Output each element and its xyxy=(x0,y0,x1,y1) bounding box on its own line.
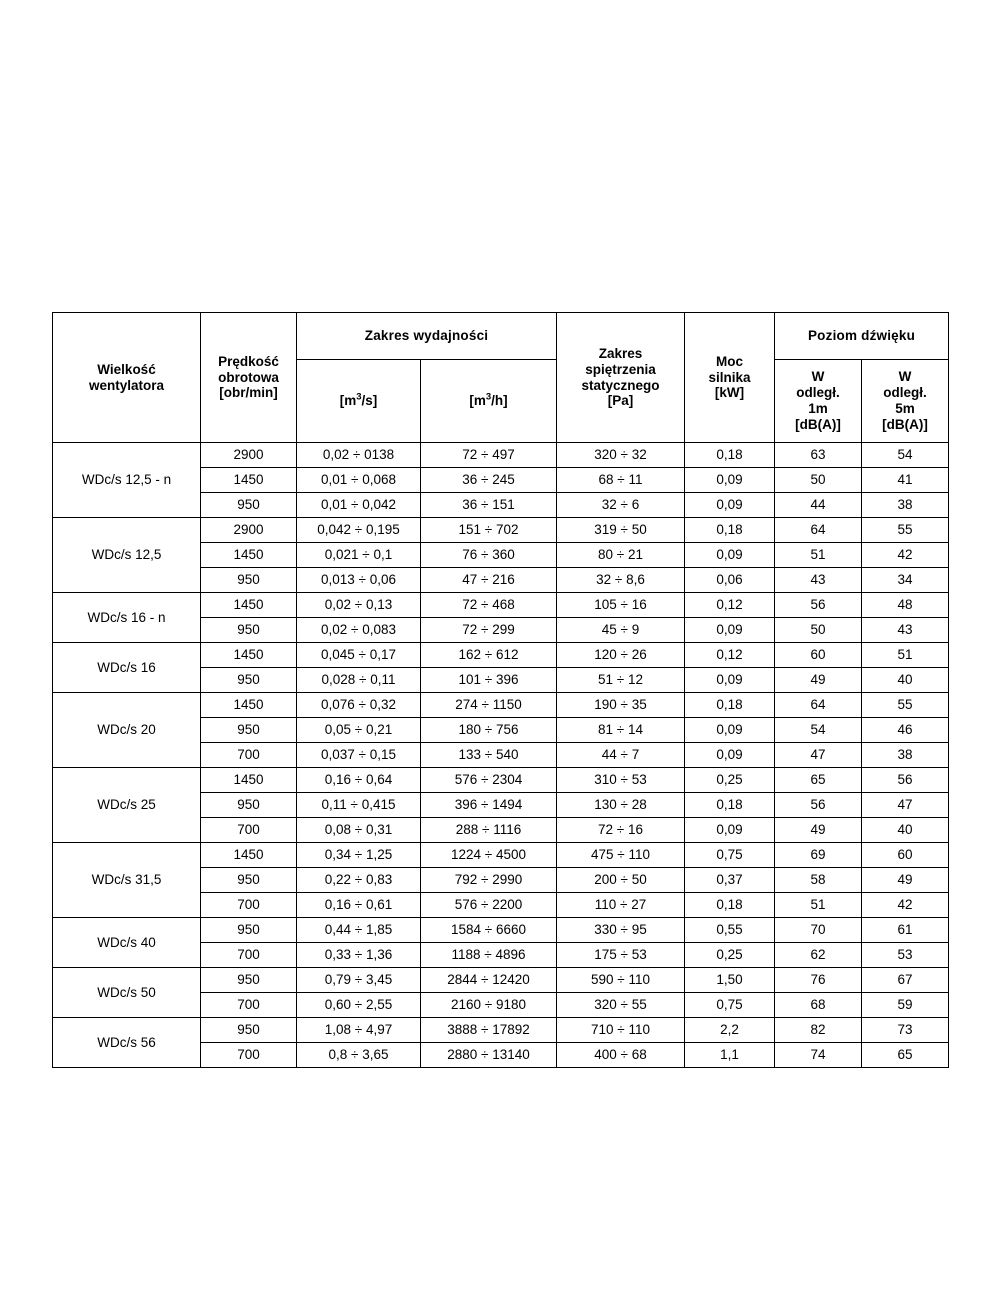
cell-sound-5m: 59 xyxy=(862,993,949,1018)
header-speed-line1: Prędkość xyxy=(218,353,279,369)
header-speed-line2: obrotowa xyxy=(218,369,279,385)
header-sound-group: Poziom dźwięku xyxy=(775,313,949,360)
header-model-line2: wentylatora xyxy=(88,377,165,393)
header-capacity-m3h-tail: /h] xyxy=(491,393,508,409)
cell-motor-power: 0,12 xyxy=(685,643,775,668)
cell-model: WDc/s 20 xyxy=(53,693,201,768)
cell-capacity-m3s: 0,22 ÷ 0,83 xyxy=(297,868,421,893)
header-motor-power xyxy=(685,313,775,443)
table-body xyxy=(53,443,949,1068)
table-row xyxy=(53,593,949,618)
header-model xyxy=(53,313,201,443)
cell-sound-5m: 55 xyxy=(862,518,949,543)
cell-static-pressure: 44 ÷ 7 xyxy=(557,743,685,768)
cell-capacity-m3h: 133 ÷ 540 xyxy=(421,743,557,768)
table-row xyxy=(53,643,949,668)
cell-sound-5m: 67 xyxy=(862,968,949,993)
cell-static-pressure: 320 ÷ 55 xyxy=(557,993,685,1018)
header-capacity-m3s-sup: 3 xyxy=(356,391,362,403)
cell-sound-5m: 49 xyxy=(862,868,949,893)
cell-capacity-m3s: 0,34 ÷ 1,25 xyxy=(297,843,421,868)
header-capacity-m3s-tail: /s] xyxy=(361,393,378,409)
cell-model: WDc/s 56 xyxy=(53,1018,201,1068)
cell-motor-power: 0,09 xyxy=(685,818,775,843)
cell-motor-power: 0,18 xyxy=(685,693,775,718)
cell-sound-5m: 60 xyxy=(862,843,949,868)
cell-motor-power: 0,09 xyxy=(685,618,775,643)
header-speed xyxy=(201,313,297,443)
cell-speed: 950 xyxy=(201,868,297,893)
cell-motor-power: 0,09 xyxy=(685,718,775,743)
cell-speed: 700 xyxy=(201,818,297,843)
cell-sound-5m: 73 xyxy=(862,1018,949,1043)
cell-sound-5m: 65 xyxy=(862,1043,949,1068)
cell-sound-1m: 54 xyxy=(775,718,862,743)
header-sound-5m-line4: [dB(A)] xyxy=(882,416,928,432)
cell-sound-1m: 60 xyxy=(775,643,862,668)
cell-speed: 1450 xyxy=(201,843,297,868)
cell-sound-5m: 38 xyxy=(862,493,949,518)
cell-model: WDc/s 40 xyxy=(53,918,201,968)
cell-speed: 950 xyxy=(201,668,297,693)
table-row xyxy=(53,443,949,468)
cell-sound-5m: 40 xyxy=(862,818,949,843)
cell-sound-1m: 51 xyxy=(775,543,862,568)
header-sound-5m-line1: W xyxy=(898,369,912,385)
cell-speed: 700 xyxy=(201,993,297,1018)
cell-static-pressure: 130 ÷ 28 xyxy=(557,793,685,818)
cell-capacity-m3h: 47 ÷ 216 xyxy=(421,568,557,593)
cell-capacity-m3s: 0,042 ÷ 0,195 xyxy=(297,518,421,543)
cell-capacity-m3s: 0,60 ÷ 2,55 xyxy=(297,993,421,1018)
cell-speed: 1450 xyxy=(201,768,297,793)
cell-sound-5m: 61 xyxy=(862,918,949,943)
cell-static-pressure: 310 ÷ 53 xyxy=(557,768,685,793)
cell-static-pressure: 72 ÷ 16 xyxy=(557,818,685,843)
cell-speed: 700 xyxy=(201,1043,297,1068)
cell-motor-power: 0,75 xyxy=(685,843,775,868)
cell-capacity-m3h: 36 ÷ 151 xyxy=(421,493,557,518)
cell-static-pressure: 330 ÷ 95 xyxy=(557,918,685,943)
cell-capacity-m3s: 0,01 ÷ 0,042 xyxy=(297,493,421,518)
cell-motor-power: 0,25 xyxy=(685,943,775,968)
cell-capacity-m3h: 151 ÷ 702 xyxy=(421,518,557,543)
cell-capacity-m3h: 396 ÷ 1494 xyxy=(421,793,557,818)
cell-sound-5m: 48 xyxy=(862,593,949,618)
cell-capacity-m3h: 576 ÷ 2200 xyxy=(421,893,557,918)
table-header xyxy=(53,313,949,443)
cell-speed: 950 xyxy=(201,968,297,993)
header-capacity-m3s xyxy=(297,360,421,443)
cell-sound-1m: 70 xyxy=(775,918,862,943)
cell-motor-power: 0,09 xyxy=(685,493,775,518)
cell-capacity-m3h: 72 ÷ 299 xyxy=(421,618,557,643)
header-sound-5m-line3: 5m xyxy=(895,401,915,416)
cell-speed: 950 xyxy=(201,618,297,643)
cell-static-pressure: 319 ÷ 50 xyxy=(557,518,685,543)
cell-capacity-m3s: 0,045 ÷ 0,17 xyxy=(297,643,421,668)
cell-sound-1m: 56 xyxy=(775,793,862,818)
cell-static-pressure: 32 ÷ 6 xyxy=(557,493,685,518)
cell-capacity-m3h: 162 ÷ 612 xyxy=(421,643,557,668)
cell-capacity-m3h: 76 ÷ 360 xyxy=(421,543,557,568)
cell-motor-power: 0,25 xyxy=(685,768,775,793)
cell-speed: 950 xyxy=(201,493,297,518)
cell-model: WDc/s 31,5 xyxy=(53,843,201,918)
cell-capacity-m3s: 0,01 ÷ 0,068 xyxy=(297,468,421,493)
cell-capacity-m3h: 1584 ÷ 6660 xyxy=(421,918,557,943)
cell-capacity-m3s: 0,021 ÷ 0,1 xyxy=(297,543,421,568)
cell-capacity-m3h: 2880 ÷ 13140 xyxy=(421,1043,557,1068)
cell-speed: 950 xyxy=(201,1018,297,1043)
cell-sound-1m: 63 xyxy=(775,443,862,468)
cell-model: WDc/s 16 xyxy=(53,643,201,693)
cell-sound-5m: 55 xyxy=(862,693,949,718)
header-pressure-line2: spiętrzenia xyxy=(585,361,656,377)
cell-sound-5m: 56 xyxy=(862,768,949,793)
cell-static-pressure: 200 ÷ 50 xyxy=(557,868,685,893)
cell-capacity-m3s: 0,05 ÷ 0,21 xyxy=(297,718,421,743)
cell-capacity-m3s: 0,02 ÷ 0,083 xyxy=(297,618,421,643)
cell-capacity-m3s: 0,013 ÷ 0,06 xyxy=(297,568,421,593)
cell-speed: 950 xyxy=(201,793,297,818)
cell-speed: 1450 xyxy=(201,643,297,668)
cell-sound-1m: 65 xyxy=(775,768,862,793)
cell-motor-power: 0,75 xyxy=(685,993,775,1018)
cell-speed: 1450 xyxy=(201,468,297,493)
cell-motor-power: 0,55 xyxy=(685,918,775,943)
header-sound-1m-line3: 1m xyxy=(808,401,828,416)
cell-sound-1m: 64 xyxy=(775,518,862,543)
cell-capacity-m3s: 0,16 ÷ 0,61 xyxy=(297,893,421,918)
header-model-line1: Wielkość xyxy=(97,361,156,377)
cell-static-pressure: 710 ÷ 110 xyxy=(557,1018,685,1043)
fan-specification-table xyxy=(52,312,949,1068)
cell-sound-1m: 62 xyxy=(775,943,862,968)
cell-static-pressure: 68 ÷ 11 xyxy=(557,468,685,493)
header-capacity-m3s-base: [m xyxy=(339,393,357,409)
header-capacity-m3h-base: [m xyxy=(469,393,486,409)
cell-sound-5m: 38 xyxy=(862,743,949,768)
cell-sound-5m: 54 xyxy=(862,443,949,468)
cell-motor-power: 0,18 xyxy=(685,793,775,818)
cell-static-pressure: 51 ÷ 12 xyxy=(557,668,685,693)
cell-capacity-m3h: 792 ÷ 2990 xyxy=(421,868,557,893)
cell-capacity-m3h: 36 ÷ 245 xyxy=(421,468,557,493)
header-sound-1m-line4: [dB(A)] xyxy=(795,416,841,432)
cell-speed: 1450 xyxy=(201,593,297,618)
cell-sound-1m: 58 xyxy=(775,868,862,893)
cell-motor-power: 0,18 xyxy=(685,518,775,543)
cell-capacity-m3h: 1224 ÷ 4500 xyxy=(421,843,557,868)
cell-capacity-m3h: 288 ÷ 1116 xyxy=(421,818,557,843)
cell-sound-1m: 50 xyxy=(775,468,862,493)
header-pressure-line3: statycznego xyxy=(581,377,660,393)
cell-sound-1m: 47 xyxy=(775,743,862,768)
cell-static-pressure: 80 ÷ 21 xyxy=(557,543,685,568)
table-row xyxy=(53,843,949,868)
header-capacity-group: Zakres wydajności xyxy=(297,313,557,360)
cell-sound-1m: 56 xyxy=(775,593,862,618)
cell-static-pressure: 175 ÷ 53 xyxy=(557,943,685,968)
cell-capacity-m3h: 180 ÷ 756 xyxy=(421,718,557,743)
cell-capacity-m3h: 576 ÷ 2304 xyxy=(421,768,557,793)
cell-capacity-m3s: 0,028 ÷ 0,11 xyxy=(297,668,421,693)
cell-capacity-m3h: 2160 ÷ 9180 xyxy=(421,993,557,1018)
cell-capacity-m3s: 1,08 ÷ 4,97 xyxy=(297,1018,421,1043)
header-capacity-m3h-sup: 3 xyxy=(485,391,492,403)
cell-static-pressure: 320 ÷ 32 xyxy=(557,443,685,468)
cell-model: WDc/s 16 - n xyxy=(53,593,201,643)
cell-motor-power: 0,09 xyxy=(685,543,775,568)
cell-sound-1m: 74 xyxy=(775,1043,862,1068)
cell-motor-power: 0,12 xyxy=(685,593,775,618)
cell-static-pressure: 590 ÷ 110 xyxy=(557,968,685,993)
header-power-line2: silnika xyxy=(708,369,751,385)
cell-sound-5m: 43 xyxy=(862,618,949,643)
cell-motor-power: 0,09 xyxy=(685,468,775,493)
cell-sound-5m: 46 xyxy=(862,718,949,743)
cell-speed: 2900 xyxy=(201,518,297,543)
cell-capacity-m3s: 0,8 ÷ 3,65 xyxy=(297,1043,421,1068)
header-sound-5m-line2: odległ. xyxy=(883,385,927,401)
cell-speed: 700 xyxy=(201,943,297,968)
header-static-pressure xyxy=(557,313,685,443)
cell-model: WDc/s 50 xyxy=(53,968,201,1018)
table-row xyxy=(53,968,949,993)
cell-sound-1m: 50 xyxy=(775,618,862,643)
header-sound-1m-line1: W xyxy=(811,369,825,385)
cell-sound-5m: 53 xyxy=(862,943,949,968)
cell-sound-1m: 51 xyxy=(775,893,862,918)
cell-model: WDc/s 25 xyxy=(53,768,201,843)
cell-speed: 1450 xyxy=(201,693,297,718)
table-row xyxy=(53,693,949,718)
cell-static-pressure: 32 ÷ 8,6 xyxy=(557,568,685,593)
cell-motor-power: 0,06 xyxy=(685,568,775,593)
header-sound-1m xyxy=(775,360,862,443)
cell-static-pressure: 120 ÷ 26 xyxy=(557,643,685,668)
cell-capacity-m3s: 0,11 ÷ 0,415 xyxy=(297,793,421,818)
cell-capacity-m3h: 101 ÷ 396 xyxy=(421,668,557,693)
table-row xyxy=(53,518,949,543)
cell-capacity-m3s: 0,02 ÷ 0,13 xyxy=(297,593,421,618)
cell-speed: 950 xyxy=(201,918,297,943)
header-capacity-m3h xyxy=(421,360,557,443)
cell-capacity-m3h: 3888 ÷ 17892 xyxy=(421,1018,557,1043)
cell-sound-5m: 41 xyxy=(862,468,949,493)
cell-sound-5m: 51 xyxy=(862,643,949,668)
cell-sound-5m: 40 xyxy=(862,668,949,693)
cell-speed: 2900 xyxy=(201,443,297,468)
cell-motor-power: 1,50 xyxy=(685,968,775,993)
cell-model: WDc/s 12,5 - n xyxy=(53,443,201,518)
cell-capacity-m3h: 72 ÷ 468 xyxy=(421,593,557,618)
cell-capacity-m3s: 0,076 ÷ 0,32 xyxy=(297,693,421,718)
cell-capacity-m3s: 0,79 ÷ 3,45 xyxy=(297,968,421,993)
cell-capacity-m3h: 274 ÷ 1150 xyxy=(421,693,557,718)
cell-capacity-m3s: 0,037 ÷ 0,15 xyxy=(297,743,421,768)
cell-capacity-m3s: 0,44 ÷ 1,85 xyxy=(297,918,421,943)
cell-sound-1m: 82 xyxy=(775,1018,862,1043)
cell-static-pressure: 110 ÷ 27 xyxy=(557,893,685,918)
cell-capacity-m3h: 2844 ÷ 12420 xyxy=(421,968,557,993)
cell-static-pressure: 81 ÷ 14 xyxy=(557,718,685,743)
cell-static-pressure: 190 ÷ 35 xyxy=(557,693,685,718)
cell-sound-5m: 34 xyxy=(862,568,949,593)
header-power-line3: [kW] xyxy=(714,385,745,401)
cell-capacity-m3s: 0,16 ÷ 0,64 xyxy=(297,768,421,793)
cell-motor-power: 0,18 xyxy=(685,893,775,918)
cell-capacity-m3s: 0,08 ÷ 0,31 xyxy=(297,818,421,843)
cell-sound-1m: 49 xyxy=(775,668,862,693)
header-pressure-line1: Zakres xyxy=(598,345,643,361)
cell-capacity-m3h: 72 ÷ 497 xyxy=(421,443,557,468)
cell-sound-5m: 47 xyxy=(862,793,949,818)
cell-motor-power: 0,18 xyxy=(685,443,775,468)
fan-specification-table-wrapper xyxy=(52,312,948,1068)
cell-speed: 950 xyxy=(201,568,297,593)
cell-speed: 1450 xyxy=(201,543,297,568)
cell-motor-power: 0,37 xyxy=(685,868,775,893)
table-row xyxy=(53,768,949,793)
cell-static-pressure: 400 ÷ 68 xyxy=(557,1043,685,1068)
cell-sound-5m: 42 xyxy=(862,543,949,568)
header-sound-1m-line2: odległ. xyxy=(796,385,840,401)
cell-motor-power: 0,09 xyxy=(685,668,775,693)
cell-sound-1m: 68 xyxy=(775,993,862,1018)
header-pressure-line4: [Pa] xyxy=(607,393,634,409)
cell-sound-1m: 43 xyxy=(775,568,862,593)
cell-capacity-m3s: 0,02 ÷ 0138 xyxy=(297,443,421,468)
table-row xyxy=(53,918,949,943)
cell-model: WDc/s 12,5 xyxy=(53,518,201,593)
cell-sound-1m: 69 xyxy=(775,843,862,868)
cell-static-pressure: 475 ÷ 110 xyxy=(557,843,685,868)
cell-sound-5m: 42 xyxy=(862,893,949,918)
cell-motor-power: 2,2 xyxy=(685,1018,775,1043)
header-speed-line3: [obr/min] xyxy=(219,385,278,401)
cell-static-pressure: 105 ÷ 16 xyxy=(557,593,685,618)
cell-motor-power: 0,09 xyxy=(685,743,775,768)
cell-speed: 950 xyxy=(201,718,297,743)
cell-speed: 700 xyxy=(201,743,297,768)
cell-capacity-m3s: 0,33 ÷ 1,36 xyxy=(297,943,421,968)
cell-static-pressure: 45 ÷ 9 xyxy=(557,618,685,643)
cell-sound-1m: 64 xyxy=(775,693,862,718)
header-sound-5m xyxy=(862,360,949,443)
cell-capacity-m3h: 1188 ÷ 4896 xyxy=(421,943,557,968)
header-power-line1: Moc xyxy=(716,353,743,369)
cell-motor-power: 1,1 xyxy=(685,1043,775,1068)
cell-sound-1m: 44 xyxy=(775,493,862,518)
header-row-top xyxy=(53,313,949,360)
table-row xyxy=(53,1018,949,1043)
cell-sound-1m: 49 xyxy=(775,818,862,843)
cell-sound-1m: 76 xyxy=(775,968,862,993)
cell-speed: 700 xyxy=(201,893,297,918)
